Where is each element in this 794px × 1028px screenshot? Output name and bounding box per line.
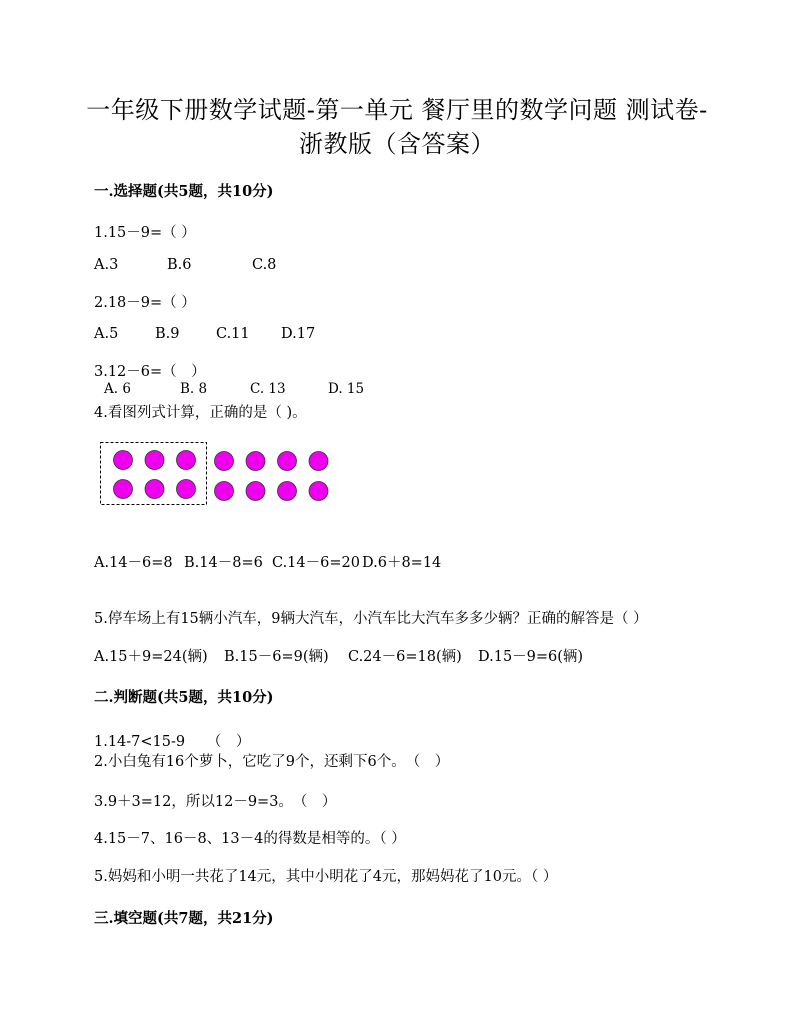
q4-dot-figure [100,442,340,508]
q2-option-b: B.9 [155,326,180,342]
q5-option-b: B.15－6=9(辆) [224,649,329,665]
boxed-dot [114,451,133,470]
q2-option-d: D.17 [281,326,316,342]
q1-option-c: C.8 [252,257,277,273]
q5-stem: 5.停车场上有15辆小汽车，9辆大汽车，小汽车比大汽车多多少辆？正确的解答是（ ） [94,611,648,627]
q4-option-a: A.14－6=8 [94,555,173,571]
q4-stem: 4.看图列式计算，正确的是（ )。 [94,405,307,421]
q3-option-d: D. 15 [328,381,365,397]
q5-option-a: A.15＋9=24(辆) [94,649,208,665]
outside-dot [278,452,297,471]
q5-option-d: D.15－9=6(辆) [478,649,584,665]
q1-option-b: B.6 [167,257,192,273]
q2-option-a: A.5 [94,326,119,342]
outside-dot [278,482,297,501]
q3-option-a: A. 6 [104,381,131,397]
q3-option-c: C. 13 [250,381,286,397]
judge-item-1: 1.14-7<15-9 （ ） [94,734,251,750]
q1-stem: 1.15－9=（ ） [94,225,196,241]
judge-item-3: 3.9＋3=12，所以12－9=3。 （ ） [94,794,337,810]
judge-item-2: 2.小白兔有16个萝卜，它吃了9个，还剩下6个。 （ ） [94,754,450,770]
outside-dot [246,452,265,471]
boxed-dot [177,451,196,470]
outside-dot [246,482,265,501]
q3-stem: 3.12－6=（ ） [94,364,206,380]
section-heading-fill: 三.填空题(共7题，共21分) [94,910,274,927]
q4-option-c: C.14－6=20 [272,555,360,571]
q3-option-b: B. 8 [180,381,208,397]
q2-stem: 2.18－9=（ ） [94,295,196,311]
outside-dot [309,452,328,471]
section-heading-judge: 二.判断题(共5题，共10分) [94,689,274,706]
page-title-line-2: 浙教版（含答案） [299,130,495,158]
q4-option-b: B.14－8=6 [184,555,263,571]
q2-option-c: C.11 [216,326,250,342]
page-title-line-1: 一年级下册数学试题-第一单元 餐厅里的数学问题 测试卷- [86,96,708,124]
q1-option-a: A.3 [94,257,119,273]
judge-item-5: 5.妈妈和小明一共花了14元，其中小明花了4元，那妈妈花了10元。（ ） [94,869,558,885]
boxed-dot [145,480,164,499]
q4-option-d: D.6＋8=14 [362,555,442,571]
outside-dot [215,452,234,471]
outside-dot [309,482,328,501]
section-heading-choice: 一.选择题(共5题，共10分) [94,183,274,200]
judge-item-4: 4.15－7、16－8、13－4的得数是相等的。（ ） [94,831,406,847]
outside-dot [215,482,234,501]
q5-option-c: C.24－6=18(辆) [348,649,462,665]
boxed-dot [145,451,164,470]
boxed-dot [177,480,196,499]
boxed-dot [114,480,133,499]
